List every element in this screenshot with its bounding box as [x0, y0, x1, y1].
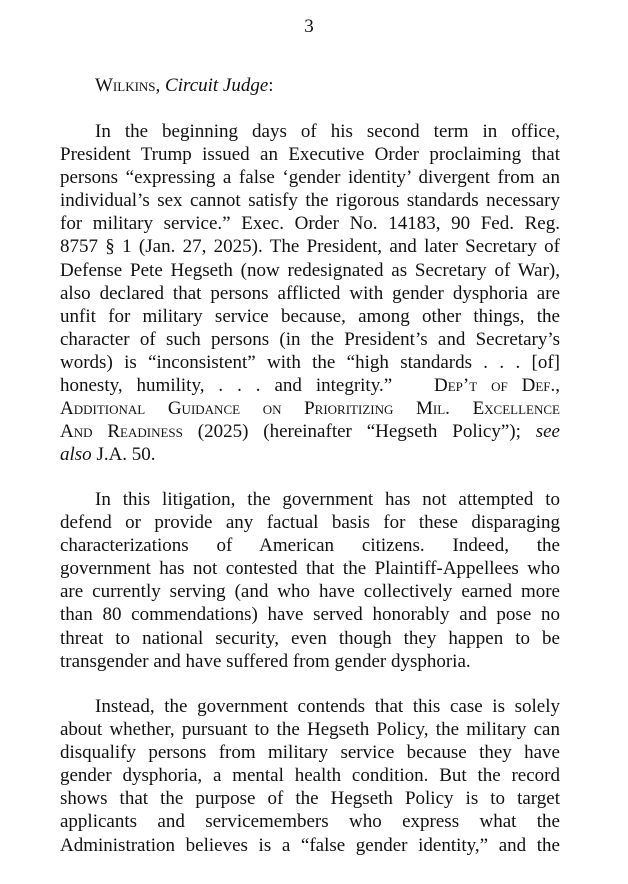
- paragraph-line: unfit for military service because, among other things, the: [60, 305, 560, 327]
- paragraph-line: about whether, pursuant to the Hegseth Policy, the military can: [60, 719, 560, 741]
- paragraph-1: [60, 120, 560, 466]
- paragraph-line: applicants and servicemembers who express what the: [60, 811, 560, 833]
- paragraph-line: than 80 commendations) have served honorably and pose no: [60, 604, 560, 626]
- paragraph-line: defend or provide any factual basis for these disparaging: [60, 512, 560, 534]
- paragraph-line: [60, 443, 560, 466]
- paragraph-line: Instead, the government contends that this case is solely: [95, 696, 560, 717]
- opinion-author-heading: [95, 73, 274, 99]
- paragraph-line: persons “expressing a false ‘gender identity’ divergent from an: [60, 167, 560, 189]
- citation-detail: (2025) (hereinafter “Hegseth Policy”);: [182, 421, 536, 443]
- paragraph-line: President Trump issued an Executive Order proclaiming that: [60, 144, 560, 166]
- citation-signal: see: [535, 421, 560, 443]
- paragraph-line: [60, 420, 560, 443]
- paragraph-line: individual’s sex cannot satisfy the rigorous standards necessary: [60, 190, 560, 212]
- citation-record: J.A. 50.: [91, 444, 156, 466]
- page-number: 3: [304, 16, 314, 37]
- paragraph-line: are currently serving (and who have collectively earned more: [60, 581, 560, 603]
- quoted-text: honesty, humility, . . . and integrity.”: [60, 375, 393, 397]
- paragraph-line: disqualify persons from military service because they have: [60, 742, 560, 764]
- citation-signal-also: also: [60, 444, 92, 466]
- paragraph-line: for military service.” Exec. Order No. 14183, 90 Fed. Reg.: [60, 213, 560, 235]
- paragraph-line: Defense Pete Hegseth (now redesignated as Secretary of War),: [60, 259, 560, 281]
- paragraph-line: In this litigation, the government has not attempted to: [95, 489, 560, 510]
- paragraph-line: [60, 374, 560, 397]
- paragraph-line: Administration believes is a “false gender identity,” and the: [60, 834, 560, 856]
- paragraph-line: transgender and have suffered from gender dysphoria.: [60, 650, 471, 672]
- paragraph-2: [60, 488, 560, 673]
- paragraph-line: also declared that persons afflicted with gender dysphoria are: [60, 282, 560, 304]
- paragraph-line: In the beginning days of his second term in office,: [95, 121, 560, 142]
- paragraph-line: character of such persons (in the President’s and Secretary’s: [60, 328, 560, 350]
- paragraph-line: shows that the purpose of the Hegseth Policy is to target: [60, 788, 560, 810]
- citation-source: Dep’t of Def.,: [433, 375, 561, 397]
- paragraph-line: 8757 § 1 (Jan. 27, 2025). The President, and later Secretary of: [60, 236, 560, 258]
- citation-title-line: Additional Guidance on Prioritizing Mil. Excellence: [60, 398, 560, 420]
- paragraph-line: government has not contested that the Plaintiff-Appellees who: [60, 558, 560, 580]
- paragraph-line: characterizations of American citizens. Indeed, the: [60, 535, 560, 557]
- paragraph-line: gender dysphoria, a mental health condition. But the record: [60, 765, 560, 787]
- judge-name: Wilkins: [95, 75, 156, 96]
- paragraph-line: threat to national security, even though they happen to be: [60, 627, 560, 649]
- citation-title-end: And Readiness: [60, 421, 183, 443]
- paragraph-line: words) is “inconsistent” with the “high standards . . . [of]: [60, 351, 560, 373]
- judge-title: , Circuit Judge: [155, 75, 269, 96]
- paragraph-3: [60, 695, 560, 857]
- heading-colon: :: [268, 75, 274, 96]
